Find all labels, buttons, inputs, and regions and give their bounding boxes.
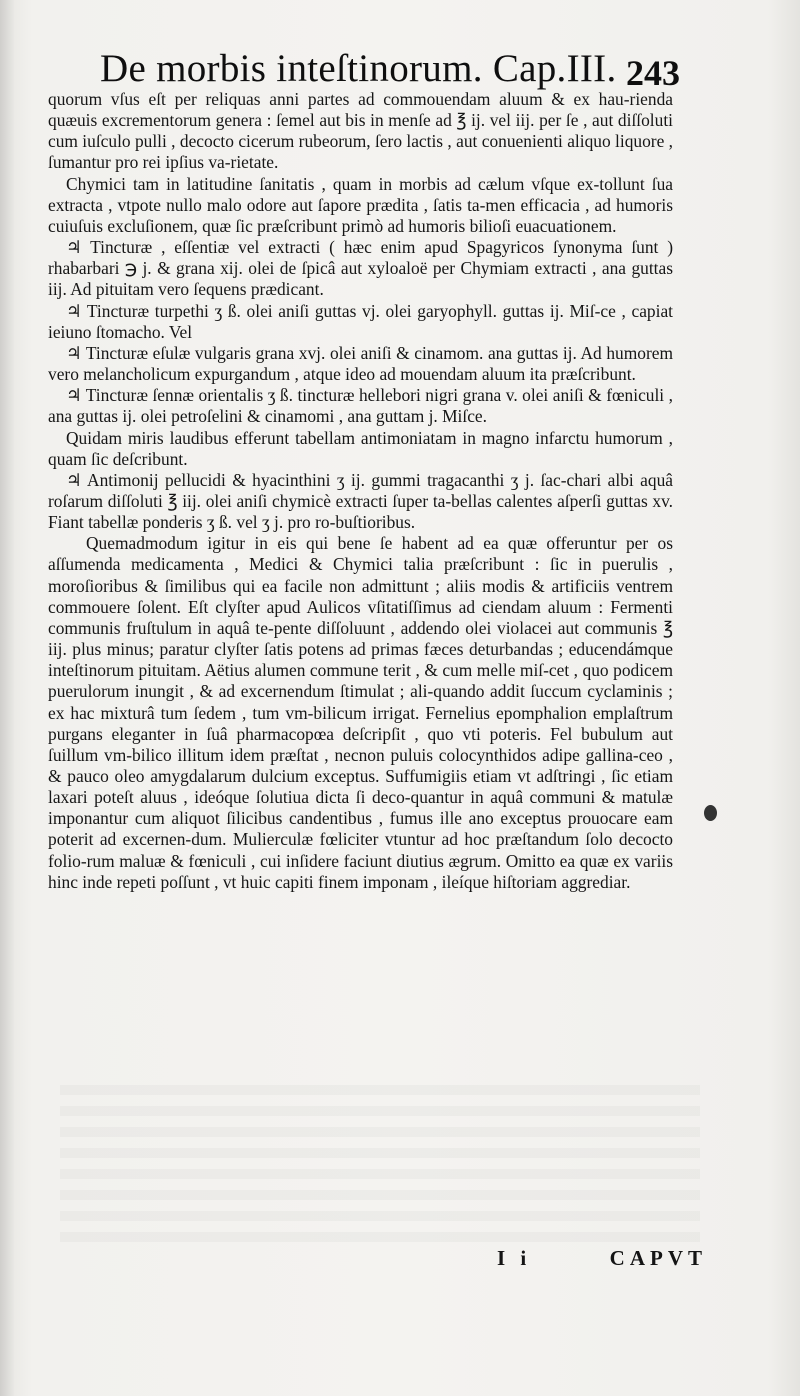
show-through-texture — [60, 1085, 700, 1245]
recipe-esulae: ♃ Tincturæ eſulæ vulgaris grana xvj. olei aniſi & cinamom. ana guttas ij. Ad humorem vero melancholicum expurgandum , atque ideo ad mouendam aluum ita præſcribunt. — [48, 342, 673, 385]
catchword: CAPVT — [609, 1246, 707, 1270]
paragraph-quemadmodum: Quemadmodum igitur in eis qui bene ſe habent ad ea quæ offeruntur per os aſſumenda medicamenta , Medici & Chymici talia præſcribunt : ſic in puerulis , moroſioribus & ſimilibus qui ea facile non admittunt ; aliis modis & artificiis ventrem commouere ſolent. Eſt clyſter apud Aulicos vſitatiſſimus ad ciendam aluum : Fermenti communis fruſtulum in aquâ te-pente diſſoluunt , addendo olei violacei aut communis ℥ iij. plus minus; paratur clyſter ſatis potens ad primas fæces deturbandas ; educendámque inteſtinorum pituitam. Aëtius alumen commune terit , & cum melle miſ-cet , quo podicem puerulorum inungit , & ad excernendum ſtimulat ; ali-quando addit ſuccum cyclaminis ; ex hac mixturâ tum ſedem , tum vm-bilicum irrigat. Fernelius epomphalion emplaſtrum purgans eleganter in ſuâ pharmacopœa deſcripſit , quo vti poteris. Fel bubulum aut ſuillum vm-bilico illitum idem præſtat , necnon puluis colocynthidos adipe gallina-ceo , & pauco oleo amygdalarum dulcium exceptus. Suffumigiis etiam vt adſtringi , ſic etiam laxari poteſt aluus , ideóque ſolutiua dicta ſi deco-quantur in aquâ communi & matulæ imponantur cum aliquot ſilicibus candentibus , fumus ille ano exceptus prouocare eam poterit ad excernen-dum. Mulierculæ fœliciter vtuntur ad hoc præſtandum ſolo decocto folio-rum maluæ & fœniculi , cui inſidere faciunt diutius ægrum. Omitto ea quæ ex variis hinc inde repeti poſſunt , vt huic capiti finem imponam , ileíque hiſtoriam aggrediar. — [48, 533, 673, 892]
paragraph-chymici: Chymici tam in latitudine ſanitatis , quam in morbis ad cælum vſque ex-tollunt ſua extracta , vtpote nullo malo odore aut ſapore prædita , ſatis ta-men efficacia , ad humoris cuiuſuis excluſionem, quæ ſic præſcribunt primò ad humoris bilioſi euacuationem. — [48, 173, 673, 236]
body-text — [48, 89, 673, 893]
paragraph-tabella: Quidam miris laudibus efferunt tabellam antimoniatam in magno infarctu humorum , quam ſic deſcribunt. — [48, 427, 673, 469]
recipe-turpethi: ♃ Tincturæ turpethi ʒ ß. olei aniſi guttas vj. olei garyophyll. guttas ij. Miſ-ce , capiat ieiuno ſtomacho. Vel — [48, 300, 673, 342]
signature-mark: I i — [497, 1246, 532, 1270]
recipe-antimonij: ♃ Antimonij pellucidi & hyacinthini ʒ ij. gummi tragacanthi ʒ j. ſac-chari albi aquâ roſarum diſſoluti ℥ iij. olei aniſi chymicè extracti ſuper ta-bellas calentes aſperſi guttas xv. Fiant tabellæ ponderis ʒ ß. vel ʒ j. pro ro-buſtioribus. — [48, 469, 673, 533]
ink-blot — [704, 805, 717, 821]
paragraph-continuation: quorum vſus eſt per reliquas anni partes ad commouendam aluum & ex hau-rienda quæuis excrementorum genera : ſemel aut bis in menſe ad ℥ ij. vel iij. per ſe , aut diſſoluti cum iuſculo pulli , decocto cicerum rubeorum, ſero lactis , aut conuenienti aliquo liquore , ſumantur pro rei ipſius va-rietate. — [48, 89, 673, 173]
catchword-line — [497, 1246, 707, 1272]
page-number: 243 — [626, 53, 680, 93]
running-title: De morbis inteſtinorum. Cap.III. — [100, 47, 617, 90]
page-header — [100, 44, 690, 94]
recipe-sennae: ♃ Tincturæ ſennæ orientalis ʒ ß. tincturæ hellebori nigri grana v. olei aniſi & fœniculi , ana guttas ij. olei petroſelini & cinamomi , ana guttam j. Miſce. — [48, 385, 673, 427]
recipe-rhabarbari: ♃ Tincturæ , eſſentiæ vel extracti ( hæc enim apud Spagyricos ſynonyma ſunt ) rhabarbari ℈ j. & grana xij. olei de ſpicâ aut xyloaloë per Chymiam extracti , ana guttas iij. Ad pituitam vero ſequens prædicant. — [48, 237, 673, 300]
page-gutter-shadow — [0, 0, 14, 1396]
